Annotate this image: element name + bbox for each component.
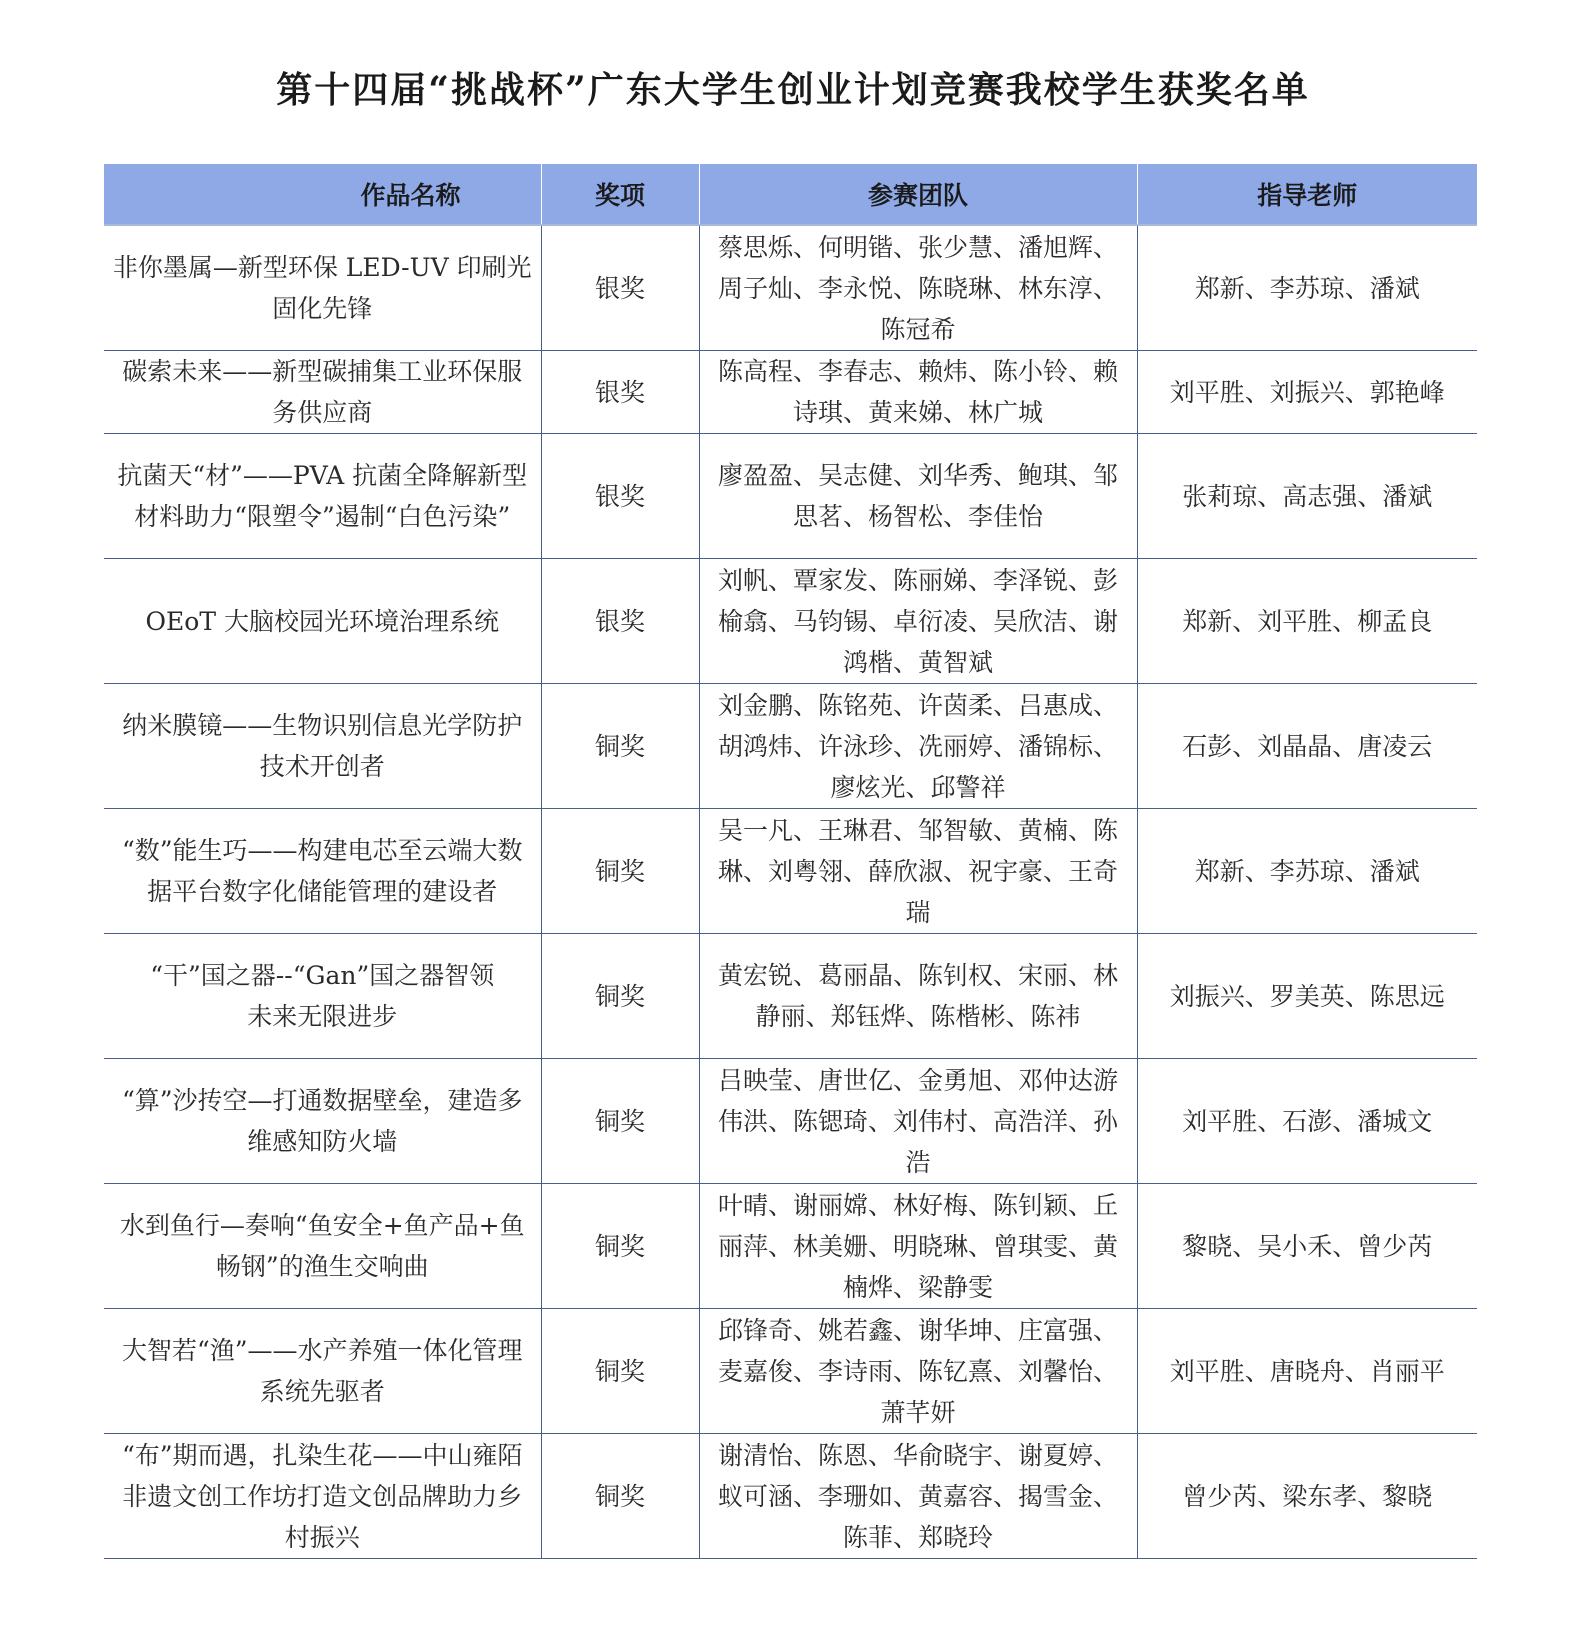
- header-award: 奖项: [541, 164, 699, 225]
- award-cell: 银奖: [541, 225, 699, 351]
- table-row: [104, 934, 1477, 1059]
- header-team: 参赛团队: [699, 164, 1137, 225]
- advisors-cell: 郑新、李苏琼、潘斌: [1137, 225, 1477, 351]
- table-row: [104, 1309, 1477, 1434]
- advisors-cell: 刘振兴、罗美英、陈思远: [1137, 934, 1477, 1059]
- table-row: [104, 559, 1477, 684]
- advisors-cell: 刘平胜、刘振兴、郭艳峰: [1137, 351, 1477, 434]
- table-row: [104, 351, 1477, 434]
- table-row: [104, 1059, 1477, 1184]
- advisors-cell: 石彭、刘晶晶、唐凌云: [1137, 684, 1477, 809]
- table-row: [104, 1434, 1477, 1559]
- team-cell: 吴一凡、王琳君、邹智敏、黄楠、陈琳、刘粤翎、薛欣淑、祝宇豪、王奇瑞: [699, 809, 1137, 934]
- project-name-cell: [104, 934, 541, 1059]
- table-row: [104, 225, 1477, 351]
- project-name-cell: 非你墨属—新型环保 LED-UV 印刷光固化先锋: [104, 225, 541, 351]
- awards-table: [104, 164, 1477, 1559]
- award-cell: 铜奖: [541, 1434, 699, 1559]
- advisors-cell: 黎晓、吴小禾、曾少芮: [1137, 1184, 1477, 1309]
- team-cell: 廖盈盈、吴志健、刘华秀、鲍琪、邹思茗、杨智松、李佳怡: [699, 434, 1137, 559]
- table-row: [104, 1184, 1477, 1309]
- project-name-cell: 碳索未来——新型碳捕集工业环保服务供应商: [104, 351, 541, 434]
- project-name-cell: “布”期而遇，扎染生花——中山雍陌非遗文创工作坊打造文创品牌助力乡村振兴: [104, 1434, 541, 1559]
- award-cell: 铜奖: [541, 684, 699, 809]
- team-cell: 谢清怡、陈恩、华俞晓宇、谢夏婷、蚁可涵、李珊如、黄嘉容、揭雪金、陈菲、郑晓玲: [699, 1434, 1137, 1559]
- project-name-cell: 纳米膜镜——生物识别信息光学防护技术开创者: [104, 684, 541, 809]
- project-name-line: 未来无限进步: [247, 1002, 398, 1031]
- award-cell: 铜奖: [541, 1059, 699, 1184]
- advisors-cell: 曾少芮、梁东孝、黎晓: [1137, 1434, 1477, 1559]
- team-cell: 刘帆、覃家发、陈丽娣、李泽锐、彭榆翕、马钧锡、卓衍凌、吴欣洁、谢鸿楷、黄智斌: [699, 559, 1137, 684]
- team-cell: 蔡思烁、何明锴、张少慧、潘旭辉、周子灿、李永悦、陈晓琳、林东淳、陈冠希: [699, 225, 1137, 351]
- award-cell: 铜奖: [541, 1309, 699, 1434]
- project-name-cell: OEoT 大脑校园光环境治理系统: [104, 559, 541, 684]
- table-row: [104, 434, 1477, 559]
- table-row: [104, 684, 1477, 809]
- team-cell: 黄宏锐、葛丽晶、陈钊权、宋丽、林静丽、郑钰烨、陈楷彬、陈祎: [699, 934, 1137, 1059]
- award-cell: 银奖: [541, 559, 699, 684]
- advisors-cell: 郑新、刘平胜、柳孟良: [1137, 559, 1477, 684]
- project-name-cell: 水到鱼行—奏响“鱼安全+鱼产品+鱼畅钢”的渔生交响曲: [104, 1184, 541, 1309]
- project-name-cell: “数”能生巧——构建电芯至云端大数据平台数字化储能管理的建设者: [104, 809, 541, 934]
- table-row: [104, 809, 1477, 934]
- team-cell: 叶晴、谢丽嫦、林好梅、陈钊颖、丘丽萍、林美姗、明晓琳、曾琪雯、黄楠烨、梁静雯: [699, 1184, 1137, 1309]
- project-name-cell: 大智若“渔”——水产养殖一体化管理系统先驱者: [104, 1309, 541, 1434]
- project-name-cell: “算”沙抟空—打通数据壁垒，建造多维感知防火墙: [104, 1059, 541, 1184]
- award-cell: 银奖: [541, 351, 699, 434]
- table-header-row: [104, 164, 1477, 225]
- award-cell: 铜奖: [541, 809, 699, 934]
- team-cell: 吕映莹、唐世亿、金勇旭、邓仲达游伟洪、陈锶琦、刘伟村、高浩洋、孙浩: [699, 1059, 1137, 1184]
- project-name-cell: 抗菌天“材”——PVA 抗菌全降解新型材料助力“限塑令”遏制“白色污染”: [104, 434, 541, 559]
- header-project-name: 作品名称: [104, 164, 541, 225]
- award-cell: 银奖: [541, 434, 699, 559]
- header-advisors: 指导老师: [1137, 164, 1477, 225]
- award-cell: 铜奖: [541, 934, 699, 1059]
- project-name-line: “干”国之器--“Gan”国之器智领: [150, 961, 495, 990]
- page-title: 第十四届“挑战杯”广东大学生创业计划竞赛我校学生获奖名单: [276, 69, 1310, 111]
- advisors-cell: 张莉琼、高志强、潘斌: [1137, 434, 1477, 559]
- team-cell: 陈高程、李春志、赖炜、陈小铃、赖诗琪、黄来娣、林广城: [699, 351, 1137, 434]
- team-cell: 刘金鹏、陈铭苑、许茵柔、吕惠成、胡鸿炜、许泳珍、冼丽婷、潘锦标、廖炫光、邱警祥: [699, 684, 1137, 809]
- team-cell: 邱锋奇、姚若鑫、谢华坤、庄富强、麦嘉俊、李诗雨、陈钇熹、刘馨怡、萧芊妍: [699, 1309, 1137, 1434]
- advisors-cell: 郑新、李苏琼、潘斌: [1137, 809, 1477, 934]
- advisors-cell: 刘平胜、唐晓舟、肖丽平: [1137, 1309, 1477, 1434]
- award-cell: 铜奖: [541, 1184, 699, 1309]
- advisors-cell: 刘平胜、石澎、潘城文: [1137, 1059, 1477, 1184]
